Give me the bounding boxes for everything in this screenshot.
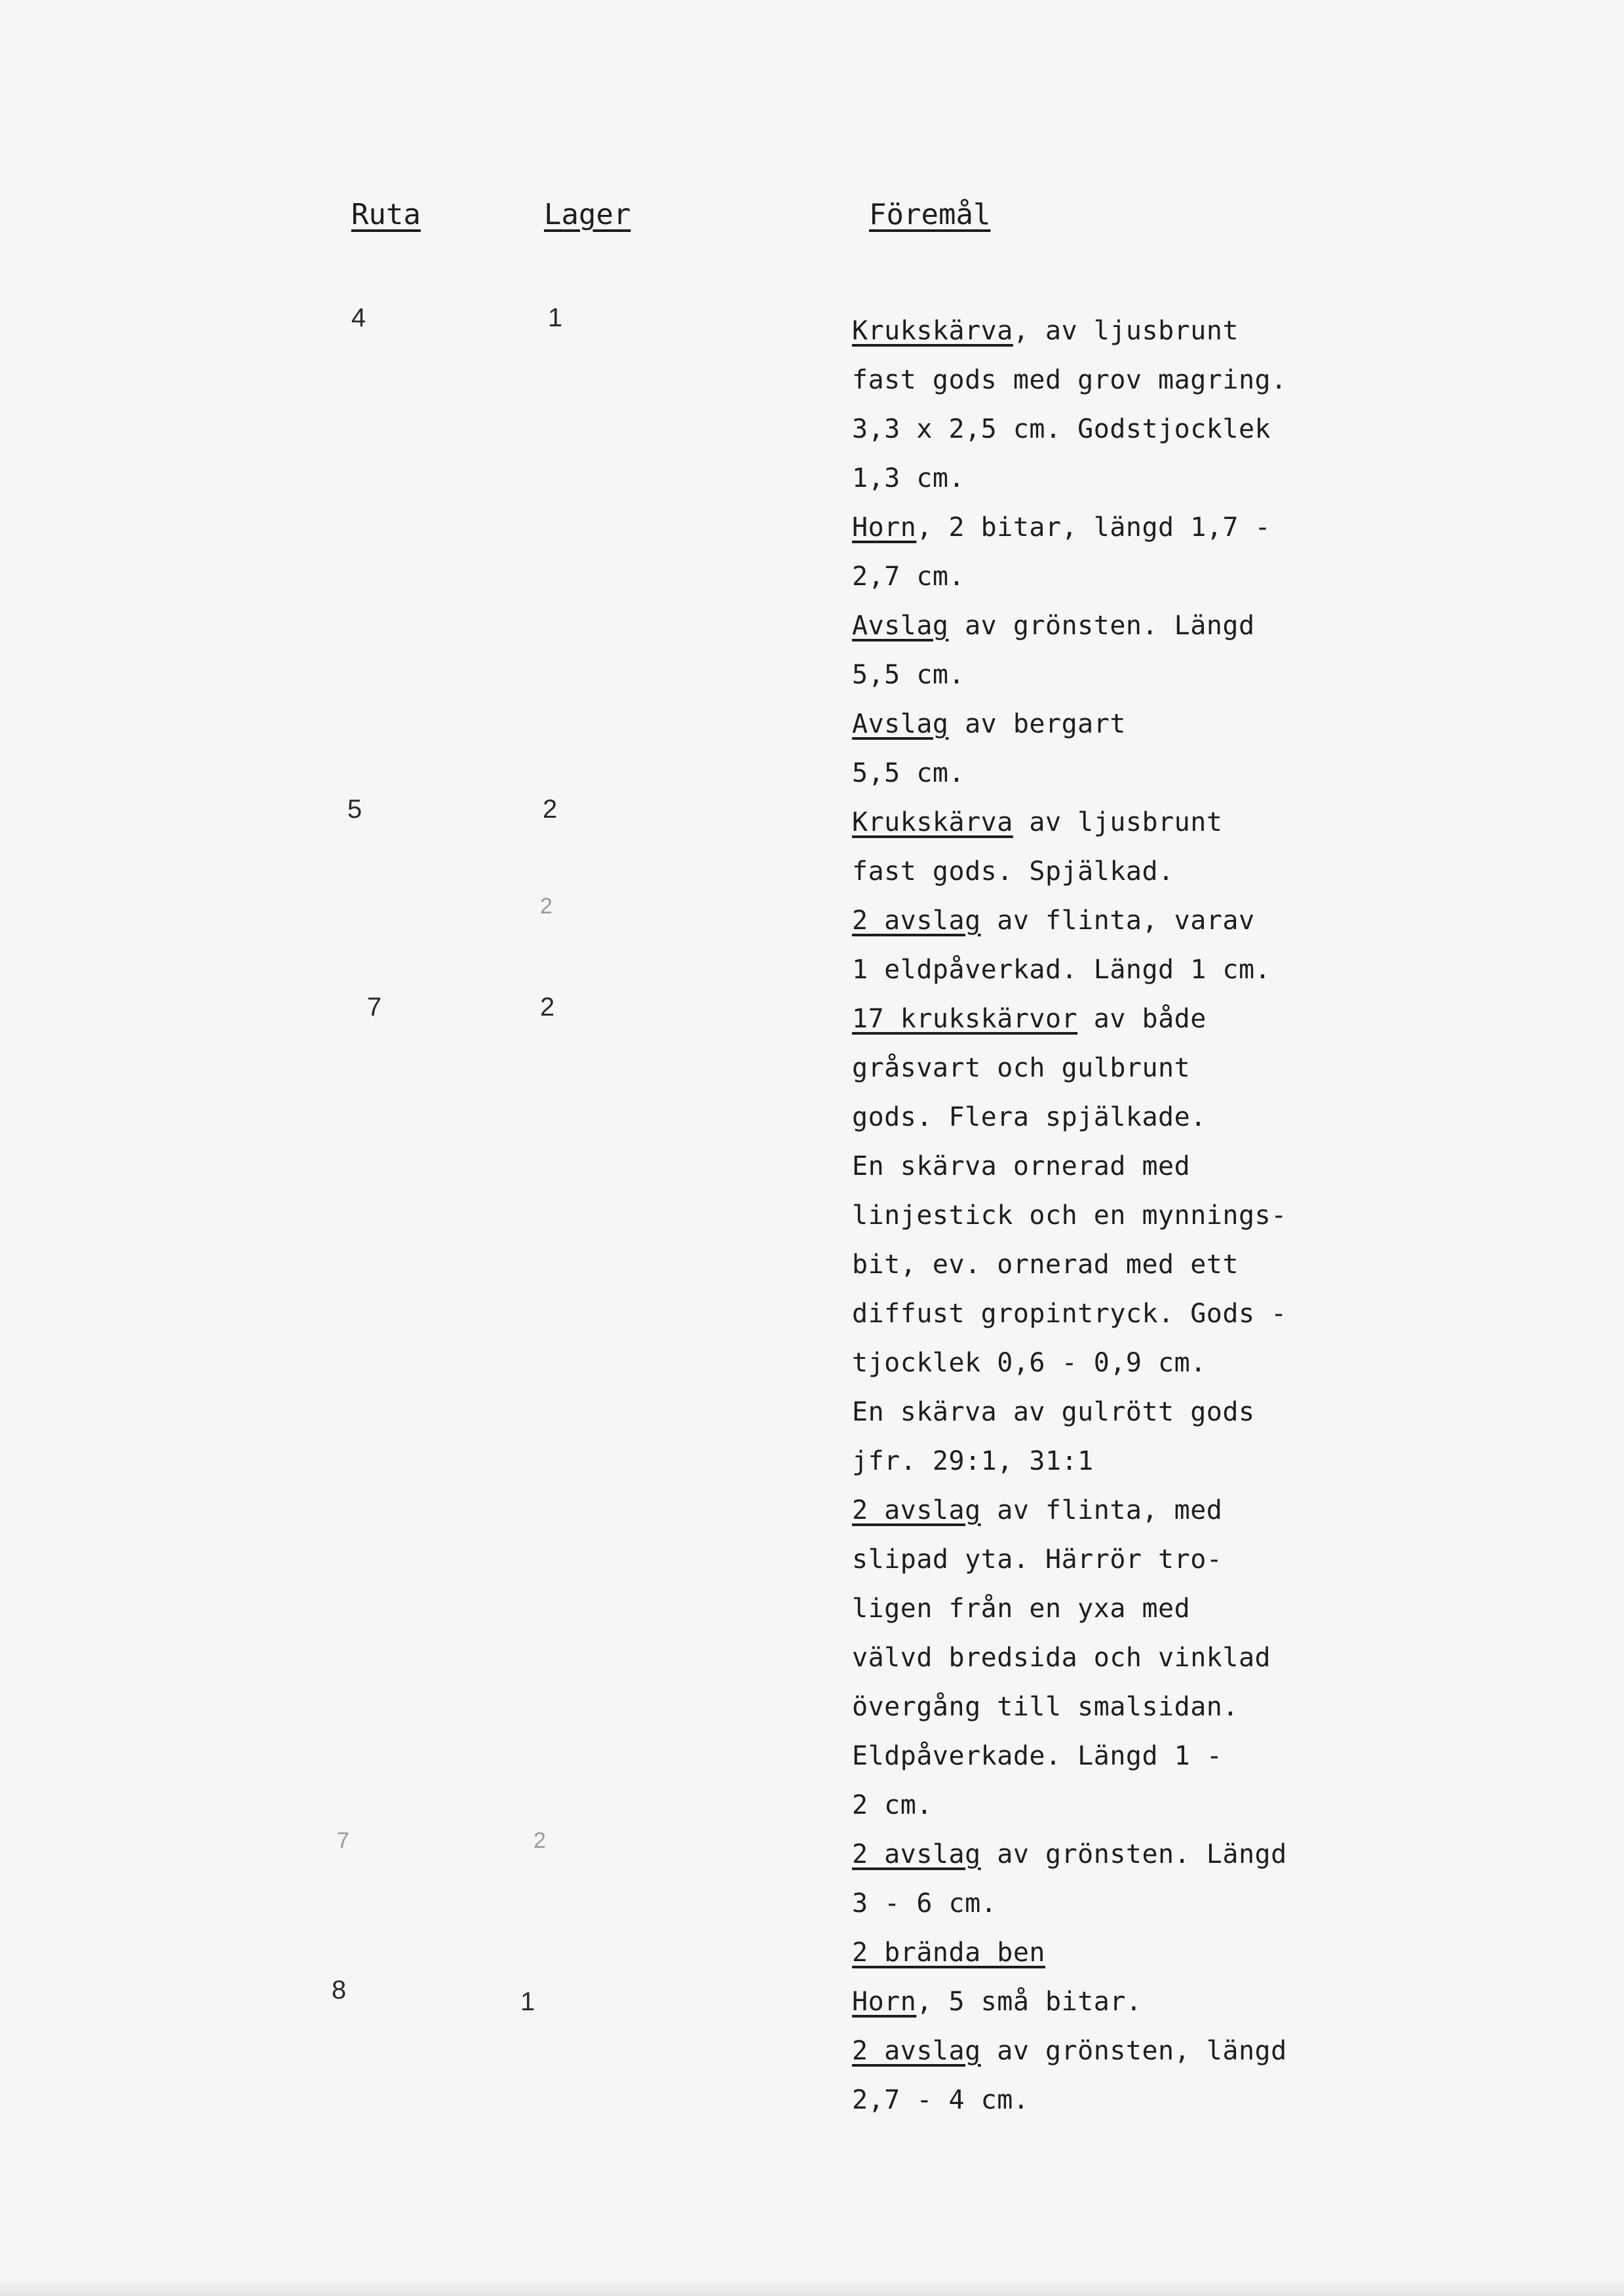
line-text: 2,7 - 4 cm. (852, 2085, 1030, 2115)
ruta-number: 5 (347, 795, 362, 824)
line-text: övergång till smalsidan. (852, 1692, 1239, 1722)
underlined-item-term: Krukskärva (852, 807, 1013, 837)
text-line (852, 1535, 1612, 1584)
text-line (852, 995, 1612, 1044)
line-text: välvd bredsida och vinklad (852, 1643, 1271, 1673)
text-line (852, 1240, 1612, 1290)
foremal-text-column (852, 307, 1612, 2125)
text-line (852, 1486, 1612, 1535)
underlined-item-term: Horn (852, 1987, 917, 2017)
underlined-item-term: Avslag (852, 611, 949, 641)
text-line (852, 1290, 1612, 1339)
line-text: Eldpåverkade. Längd 1 - (852, 1741, 1223, 1771)
line-text: 5,5 cm. (852, 660, 965, 690)
lager-number: 2 (533, 1828, 546, 1853)
text-line (852, 1191, 1612, 1240)
line-text: , 2 bitar, längd 1,7 - (916, 512, 1271, 543)
text-line (852, 651, 1612, 700)
line-text: diffust gropintryck. Gods - (852, 1299, 1287, 1329)
column-header-ruta: Ruta (351, 198, 421, 231)
text-line (852, 700, 1612, 749)
text-line (852, 1437, 1612, 1486)
ruta-number: 7 (367, 993, 382, 1022)
scan-edge (0, 2279, 1624, 2296)
text-line (852, 1339, 1612, 1388)
text-line (852, 798, 1612, 847)
line-text: 1,3 cm. (852, 463, 965, 493)
line-text: gråsvart och gulbrunt (852, 1053, 1191, 1083)
line-text: , 5 små bitar. (916, 1987, 1142, 2017)
line-text: av grönsten. Längd (948, 611, 1255, 641)
line-text: av flinta, med (980, 1495, 1223, 1525)
column-header-lager: Lager (544, 198, 631, 231)
underlined-item-term: 17 krukskärvor (852, 1004, 1078, 1034)
text-line (852, 356, 1612, 405)
text-line (852, 1093, 1612, 1142)
lager-number: 2 (543, 795, 558, 824)
line-text: 2,7 cm. (852, 562, 965, 592)
lager-number: 2 (540, 993, 555, 1022)
line-text: , av ljusbrunt (1013, 316, 1239, 346)
text-line (852, 847, 1612, 896)
text-line (852, 749, 1612, 798)
line-text: av ljusbrunt (1013, 807, 1223, 837)
text-line (852, 1683, 1612, 1732)
text-line (852, 1044, 1612, 1093)
ruta-number: 7 (337, 1828, 349, 1853)
text-line (852, 1584, 1612, 1634)
line-text: linjestick och en mynnings- (852, 1200, 1287, 1231)
text-line (852, 1928, 1612, 1978)
line-text: slipad yta. Härrör tro- (852, 1544, 1223, 1575)
text-line (852, 1732, 1612, 1781)
underlined-item-term: 2 avslag (852, 1839, 981, 1869)
text-line (852, 2027, 1612, 2076)
line-text: 3 - 6 cm. (852, 1888, 997, 1919)
lager-number: 2 (540, 894, 552, 919)
line-text: 3,3 x 2,5 cm. Godstjocklek (852, 414, 1271, 444)
text-line (852, 1978, 1612, 2027)
line-text: 1 eldpåverkad. Längd 1 cm. (852, 955, 1271, 985)
line-text: gods. Flera spjälkade. (852, 1102, 1207, 1132)
ruta-number: 8 (332, 1976, 347, 2004)
text-line (852, 405, 1612, 454)
text-line (852, 602, 1612, 651)
text-line (852, 1879, 1612, 1928)
lager-number: 1 (548, 303, 563, 332)
text-line (852, 307, 1612, 356)
line-text: En skärva ornerad med (852, 1151, 1191, 1181)
line-text: fast gods. Spjälkad. (852, 856, 1174, 887)
underlined-item-term: 2 avslag (852, 2036, 981, 2066)
underlined-item-term: 2 avslag (852, 1495, 981, 1525)
text-line (852, 1634, 1612, 1683)
text-line (852, 1830, 1612, 1879)
text-line (852, 552, 1612, 602)
text-line (852, 1781, 1612, 1830)
line-text: 2 cm. (852, 1790, 933, 1820)
line-text: bit, ev. ornerad med ett (852, 1250, 1239, 1280)
line-text: 5,5 cm. (852, 758, 965, 788)
line-text: jfr. 29:1, 31:1 (852, 1446, 1094, 1476)
line-text: fast gods med grov magring. (852, 365, 1287, 395)
column-header-foremal: Föremål (869, 198, 991, 231)
line-text: av grönsten, längd (980, 2036, 1287, 2066)
text-line (852, 946, 1612, 995)
line-text: av flinta, varav (980, 906, 1255, 936)
text-line (852, 2076, 1612, 2125)
underlined-item-term: Horn (852, 512, 917, 543)
line-text: En skärva av gulrött gods (852, 1397, 1255, 1427)
underlined-item-term: Krukskärva (852, 316, 1013, 346)
text-line (852, 1142, 1612, 1191)
line-text: av både (1077, 1004, 1207, 1034)
line-text: tjocklek 0,6 - 0,9 cm. (852, 1348, 1207, 1378)
text-line (852, 454, 1612, 503)
underlined-item-term: Avslag (852, 709, 949, 739)
text-line (852, 503, 1612, 552)
line-text: av bergart (948, 709, 1126, 739)
text-line (852, 896, 1612, 946)
text-line (852, 1388, 1612, 1437)
lager-number: 1 (520, 1987, 535, 2016)
line-text: av grönsten. Längd (980, 1839, 1287, 1869)
underlined-item-term: 2 brända ben (852, 1938, 1045, 1968)
line-text: ligen från en yxa med (852, 1594, 1191, 1624)
ruta-number: 4 (351, 303, 366, 332)
underlined-item-term: 2 avslag (852, 906, 981, 936)
